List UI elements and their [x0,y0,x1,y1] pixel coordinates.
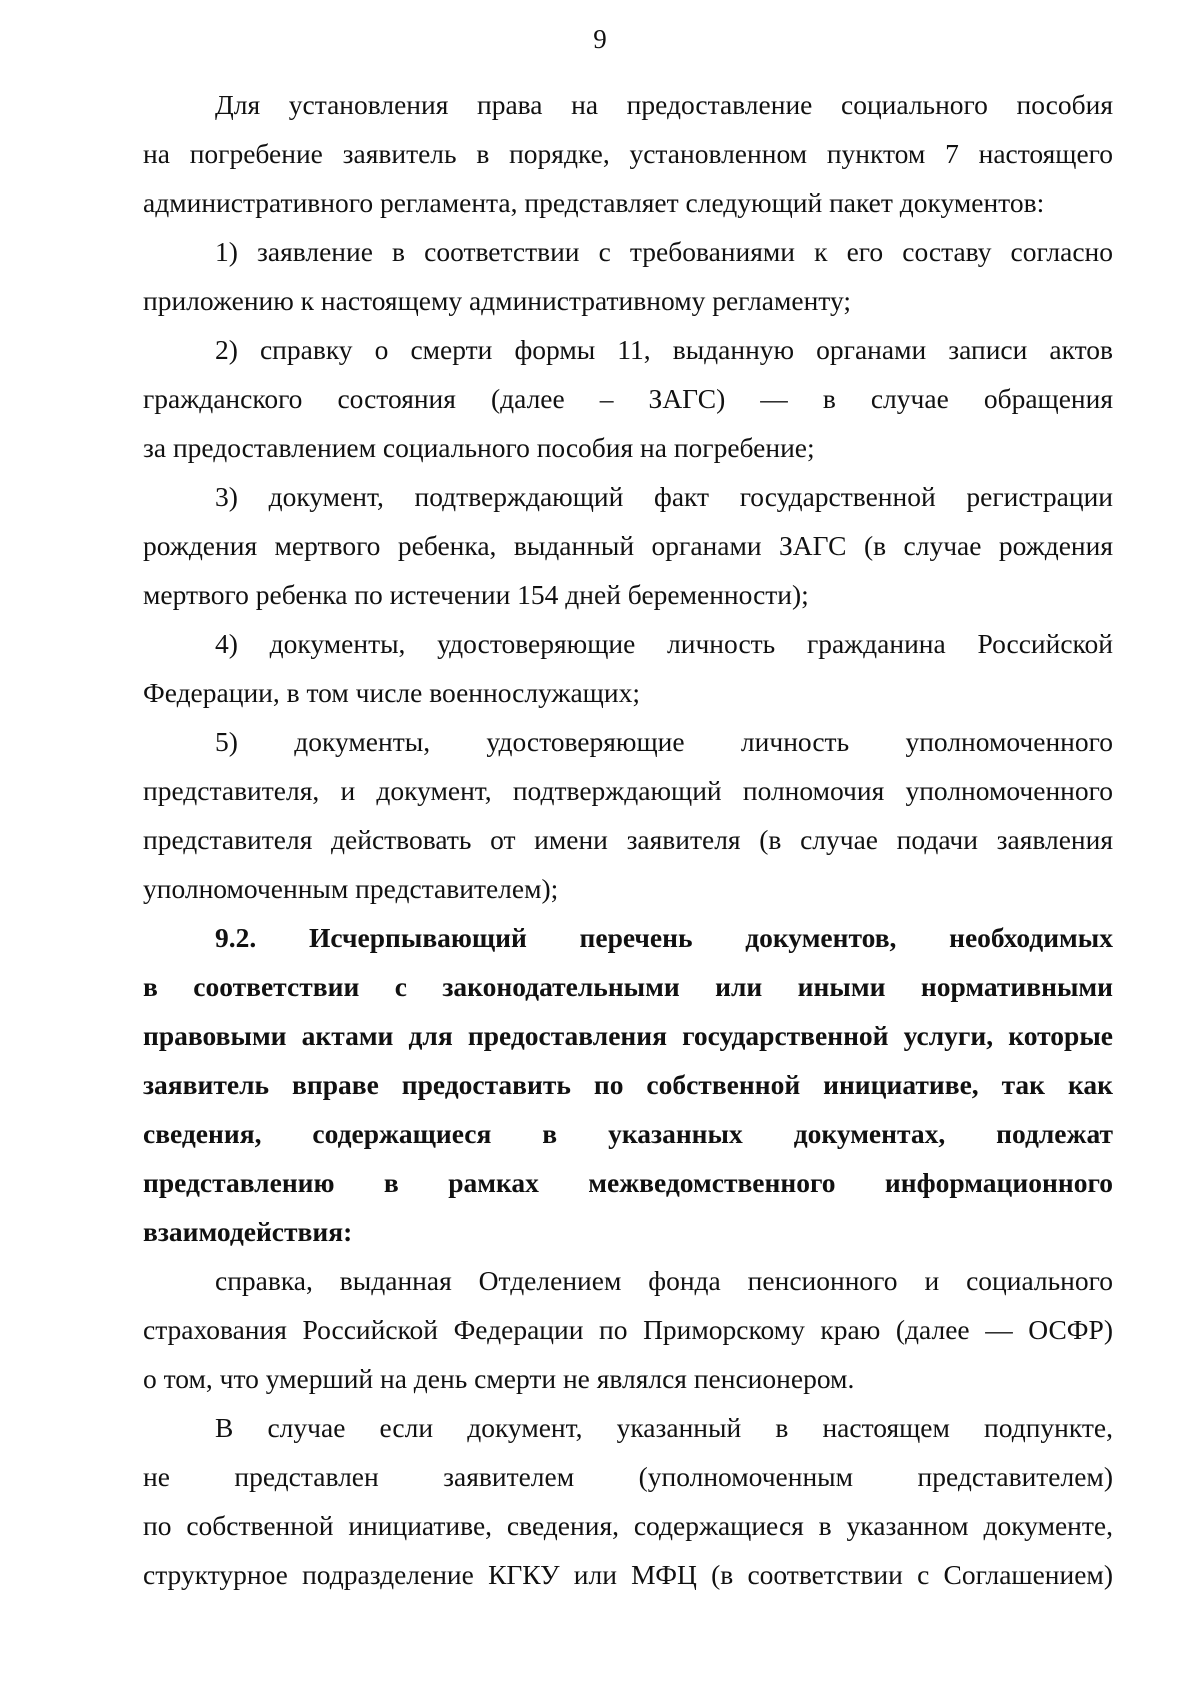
text-line: гражданского состояния (далее – ЗАГС) — в случае обращения [143,383,1113,414]
heading-line: взаимодействия: [143,1216,353,1247]
heading-line: заявитель вправе предоставить по собственной инициативе, так как [143,1069,1113,1100]
text-line: структурное подразделение КГКУ или МФЦ (в соответствии с Соглашением) [143,1559,1113,1590]
heading-line: правовыми актами для предоставления государственной услуги, которые [143,1020,1113,1051]
heading-line: 9.2. Исчерпывающий перечень документов, необходимых [215,922,1113,953]
page-number: 9 [593,24,607,54]
document-body [143,80,1113,1599]
text-line: приложению к настоящему административному регламенту; [143,285,851,316]
text-line: справка, выданная Отделением фонда пенсионного и социального [215,1265,1113,1296]
certificate-paragraph [143,1256,1113,1403]
text-line: мертвого ребенка по истечении 154 дней беременности); [143,579,809,610]
text-line: Федерации, в том числе военнослужащих; [143,677,640,708]
list-item-1 [143,227,1113,325]
heading-line: представлению в рамках межведомственного информационного [143,1167,1113,1198]
text-line: административного регламента, представляет следующий пакет документов: [143,187,1045,218]
list-item-4 [143,619,1113,717]
text-line: 4) документы, удостоверяющие личность гражданина Российской [215,628,1113,659]
text-line: рождения мертвого ребенка, выданный органами ЗАГС (в случае рождения [143,530,1113,561]
text-line: уполномоченным представителем); [143,873,559,904]
text-line: не представлен заявителем (уполномоченным представителем) [143,1461,1113,1492]
text-line: страхования Российской Федерации по Приморскому краю (далее — ОСФР) [143,1314,1113,1345]
text-line: представителя, и документ, подтверждающий полномочия уполномоченного [143,775,1113,806]
intro-paragraph [143,80,1113,227]
closing-paragraph [143,1403,1113,1599]
text-line: по собственной инициативе, сведения, содержащиеся в указанном документе, [143,1510,1113,1541]
list-item-2 [143,325,1113,472]
list-item-5 [143,717,1113,913]
text-line: на погребение заявитель в порядке, установленном пунктом 7 настоящего [143,138,1113,169]
text-line: 1) заявление в соответствии с требованиями к его составу согласно [215,236,1113,267]
text-line: за предоставлением социального пособия на погребение; [143,432,815,463]
heading-line: сведения, содержащиеся в указанных документах, подлежат [143,1118,1113,1149]
text-line: 3) документ, подтверждающий факт государственной регистрации [215,481,1113,512]
text-line: о том, что умерший на день смерти не являлся пенсионером. [143,1363,855,1394]
text-line: 5) документы, удостоверяющие личность уполномоченного [215,726,1113,757]
heading-line: в соответствии с законодательными или иными нормативными [143,971,1113,1002]
list-item-3 [143,472,1113,619]
text-line: представителя действовать от имени заявителя (в случае подачи заявления [143,824,1113,855]
text-line: Для установления права на предоставление социального пособия [215,89,1113,120]
text-line: В случае если документ, указанный в настоящем подпункте, [215,1412,1113,1443]
section-heading-9-2 [143,913,1113,1256]
text-line: 2) справку о смерти формы 11, выданную органами записи актов [215,334,1113,365]
